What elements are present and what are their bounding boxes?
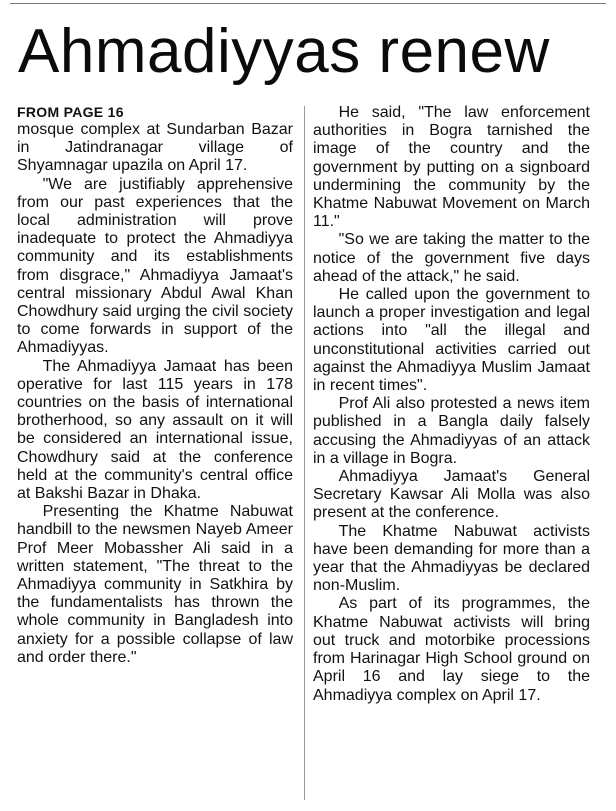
right-column [313, 104, 590, 705]
paragraph: As part of its programmes, the Khatme Nabuwat activists will bring out truck and motorbike processions from Harinagar High School ground on April 16 and lay siege to the Ahmadiyya complex on April 17. [313, 595, 590, 704]
paragraph: Presenting the Khatme Nabuwat handbill to the newsmen Nayeb Ameer Prof Meer Mobassher Ali said in a written statement, "The threat to the Ahmadiyya community in Satkhira by the fundamentalists has thrown the whole community in Bangladesh into anxiety for a possible collapse of law and order there." [17, 503, 293, 666]
paragraph: "So we are taking the matter to the notice of the government five days ahead of the attack," he said. [313, 231, 590, 285]
paragraph: mosque complex at Sundarban Bazar in Jatindranagar village of Shyamnagar upazila on April 17. [17, 121, 293, 175]
paragraph: He said, "The law enforcement authorities in Bogra tarnished the image of the country and the government by putting on a signboard undermining the community by the Khatme Nabuwat Movement on March 11." [313, 104, 590, 231]
column-divider [304, 106, 305, 800]
top-rule [10, 3, 606, 4]
paragraph: Ahmadiyya Jamaat's General Secretary Kawsar Ali Molla was also present at the conference. [313, 468, 590, 522]
left-column [17, 104, 293, 667]
paragraph: "We are justifiably apprehensive from our past experiences that the local administration will prove inadequate to protect the Ahmadiyya community and its establishments from disgrace," Ahmadiyya Jamaat's central missionary Abdul Awal Khan Chowdhury said urging the civil society to come forwards in support of the Ahmadiyyas. [17, 175, 293, 357]
paragraph: He called upon the government to launch a proper investigation and legal actions into "all the illegal and unconstitutional activities carried out against the Ahmadiyya Muslim Jamaat in recent times". [313, 286, 590, 395]
headline: Ahmadiyyas renew [18, 17, 550, 86]
paragraph: The Khatme Nabuwat activists have been demanding for more than a year that the Ahmadiyyas be declared non-Muslim. [313, 522, 590, 595]
paragraph: Prof Ali also protested a news item published in a Bangla daily falsely accusing the Ahmadiyyas of an attack in a village in Bogra. [313, 395, 590, 467]
paragraph: The Ahmadiyya Jamaat has been operative for last 115 years in 178 countries on the basis of international brotherhood, so any assault on it will be considered an international issue, Chowdhury said at the conference held at the community's central office at Bakshi Bazar in Dhaka. [17, 357, 293, 503]
continuation-kicker: FROM PAGE 16 [17, 104, 124, 120]
